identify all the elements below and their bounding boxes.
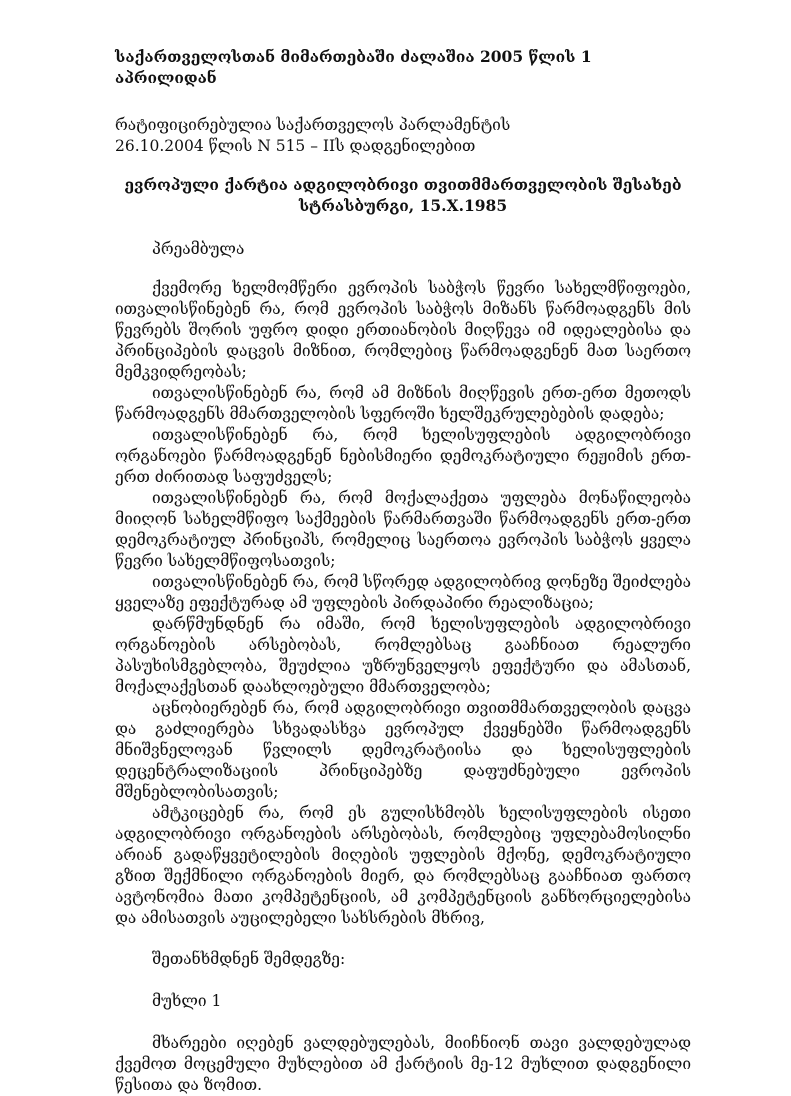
preamble-paragraph: ქვემორე ხელმომწერი ევროპის საბჭოს წევრი სახელმწიფოები, ითვალისწინებენ რა, რომ ევროპის საბჭოს მიზანს წარმოადგენს მის წევრებს შორის უფრო დიდი ერთიანობის მიღწევა იმ იდეალებისა და პრინციპების დაცვის მიზნით, რომლებიც წარმოადგენენ მათ საერთო მემკვიდრეობას; [115, 279, 691, 381]
effective-date-note: საქართველოსთან მიმართებაში ძალაშია 2005 წლის 1 აპრილიდან [115, 47, 592, 87]
preamble-paragraph: ითვალისწინებენ რა, რომ ხელისუფლების ადგილობრივი ორგანოები წარმოადგენენ ნებისმიერი დემოკრატიული რეჟიმის ერთ-ერთ ძირითად საფუძველს; [115, 426, 691, 486]
ratification-line-2: 26.10.2004 წლის N 515 – IIს დადგენილებით [115, 137, 476, 155]
ratification-block [115, 115, 691, 157]
article-1-heading: მუხლი 1 [152, 992, 222, 1010]
preamble-heading: პრეამბულა [152, 240, 245, 258]
preamble-closing-line: შეთანხმდნენ შემდეგზე: [152, 950, 346, 968]
preamble-paragraph: ითვალისწინებენ რა, რომ მოქალაქეთა უფლება მონაწილეობა მიიღონ სახელმწიფო საქმეების წარმართვაში წარმოადგენს ერთ-ერთ დემოკრატიულ პრინციპს, რომელიც საერთოა ევროპის საბჭოს ყველა წევრი სახელმწიფოსათვის; [115, 489, 691, 570]
preamble-paragraph: დარწმუნდნენ რა იმაში, რომ ხელისუფლების ადგილობრივი ორგანოების არსებობას, რომლებსაც გააჩნიათ რეალური პასუხისმგებლობა, შეუძლია უზრუნველყოს ეფექტური და ამასთან, მოქალაქესთან დაახლოებული მმართველობა; [115, 615, 691, 696]
document-title-line-2: სტრასბურგი, 15.X.1985 [298, 196, 508, 215]
preamble-paragraph: ამტკიცებენ რა, რომ ეს გულისხმობს ხელისუფლების ისეთი ადგილობრივი ორგანოების არსებობას, რომლებიც უფლებამოსილნი არიან გადაწყვეტილების მიღების უფლების მქონე, დემოკრატიული გზით შექმნილი ორგანოების მიერ, და რომლებსაც გააჩნიათ ფართო ავტონომია მათი კომპეტენციის, ამ კომპეტენციის განხორციელებისა და ამისათვის აუცილებელი სახსრების მხრივ, [115, 804, 691, 927]
document-title [115, 174, 691, 216]
ratification-line-1: რატიფიცირებულია საქართველოს პარლამენტის [115, 116, 511, 134]
article-1-body: მხარეები იღებენ ვალდებულებას, მიიჩნიონ თავი ვალდებულად ქვემოთ მოცემული მუხლებით ამ ქარტიის მე-12 მუხლით დადგენილი წესითა და ზომით. [115, 1034, 691, 1094]
preamble-paragraph: აცნობიერებენ რა, რომ ადგილობრივი თვითმმართველობის დაცვა და გაძლიერება სხვადასხვა ევროპულ ქვეყნებში წარმოადგენს მნიშვნელოვან წვლილს დემოკრატიისა და ხელისუფლების დეცენტრალიზაციის პრინციპებზე დაფუძნებული ევროპის მშენებლობისათვის; [115, 699, 691, 801]
preamble-paragraphs [115, 278, 691, 929]
preamble-paragraph: ითვალისწინებენ რა, რომ სწორედ ადგილობრივ დონეზე შეიძლება ყველაზე ეფექტურად ამ უფლების პირდაპირი რეალიზაცია; [115, 573, 691, 612]
document-title-line-1: ევროპული ქარტია ადგილობრივი თვითმმართველობის შესახებ [124, 175, 682, 194]
preamble-paragraph: ითვალისწინებენ რა, რომ ამ მიზნის მიღწევის ერთ-ერთ მეთოდს წარმოადგენს მმართველობის სფეროში ხელშეკრულებების დადება; [115, 384, 691, 423]
